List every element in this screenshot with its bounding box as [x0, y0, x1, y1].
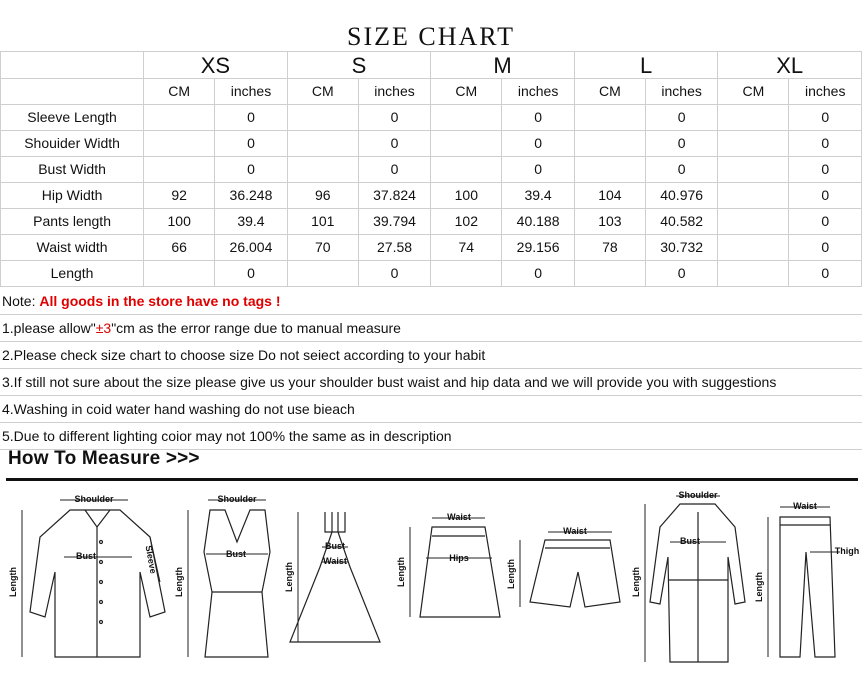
measure-row	[1, 157, 862, 183]
size-chart-table	[0, 51, 862, 287]
inch-value: 0	[358, 157, 430, 183]
waist-label-7: Waist	[793, 501, 817, 511]
length-label-2: Length	[174, 567, 184, 597]
inch-value: 29.156	[502, 235, 574, 261]
inch-value: 0	[358, 105, 430, 131]
measure-label: Waist width	[1, 235, 144, 261]
shorts-figure	[506, 526, 620, 607]
cm-value	[287, 261, 358, 287]
shoulder-label-2: Shoulder	[217, 494, 257, 504]
note-1-tolerance: ±3	[95, 320, 112, 336]
length-label-1: Length	[8, 567, 18, 597]
size-header: L	[574, 52, 718, 79]
sleeve-label: Sleeve	[143, 544, 159, 575]
inch-value: 0	[789, 235, 862, 261]
skirt-figure	[396, 512, 500, 617]
pants-figure	[754, 501, 859, 657]
unit-inches-header: inches	[645, 79, 717, 105]
measure-row	[1, 105, 862, 131]
measure-row	[1, 235, 862, 261]
inch-value: 0	[215, 105, 287, 131]
cm-value	[431, 261, 502, 287]
inch-value: 0	[789, 131, 862, 157]
cm-value	[431, 105, 502, 131]
size-header-row	[1, 52, 862, 79]
inch-value: 0	[789, 157, 862, 183]
measure-label: Hip Width	[1, 183, 144, 209]
bust-label-1: Bust	[76, 551, 96, 561]
cm-value	[718, 209, 789, 235]
cm-value	[718, 157, 789, 183]
waist-label-5: Waist	[563, 526, 587, 536]
note-3: 3.If still not sure about the size please give us your shoulder bust waist and hip data and we will provide you with suggestions	[0, 369, 862, 396]
length-label-5: Length	[506, 559, 516, 589]
inch-value: 39.4	[502, 183, 574, 209]
cm-value: 66	[144, 235, 215, 261]
inch-value: 0	[502, 105, 574, 131]
unit-cm-header: CM	[431, 79, 502, 105]
measure-label: Shouider Width	[1, 131, 144, 157]
unit-cm-header: CM	[718, 79, 789, 105]
notes-section	[0, 288, 862, 450]
inch-value: 0	[215, 157, 287, 183]
inch-value: 0	[789, 105, 862, 131]
bust-label-3: Bust	[325, 541, 345, 551]
corner-cell	[1, 52, 144, 79]
note-highlight: All goods in the store have no tags !	[39, 293, 281, 309]
inch-value: 26.004	[215, 235, 287, 261]
inch-value: 0	[502, 261, 574, 287]
length-label-3: Length	[284, 562, 294, 592]
unit-cm-header: CM	[144, 79, 215, 105]
cm-value	[574, 105, 645, 131]
size-header: XS	[144, 52, 288, 79]
chart-title: SIZE CHART	[347, 22, 515, 51]
inch-value: 0	[789, 209, 862, 235]
cm-value	[718, 235, 789, 261]
size-header: M	[431, 52, 575, 79]
cm-value: 100	[144, 209, 215, 235]
cm-value	[287, 157, 358, 183]
note-prefix: Note:	[2, 293, 40, 309]
inch-value: 0	[645, 157, 717, 183]
coat-figure	[631, 490, 745, 662]
heading-divider	[6, 478, 858, 481]
dress-figure	[284, 512, 380, 642]
unit-inches-header: inches	[215, 79, 287, 105]
waist-label-4: Waist	[447, 512, 471, 522]
note-1-text-c: "cm as the error range due to manual measure	[111, 320, 401, 336]
measure-label: Pants length	[1, 209, 144, 235]
cm-value	[144, 261, 215, 287]
shoulder-label-6: Shoulder	[678, 490, 718, 500]
inch-value: 0	[645, 131, 717, 157]
length-label-6: Length	[631, 567, 641, 597]
cm-value: 102	[431, 209, 502, 235]
measure-figures	[0, 482, 862, 670]
size-header: S	[287, 52, 431, 79]
unit-cm-header: CM	[287, 79, 358, 105]
shoulder-label-1: Shoulder	[74, 494, 114, 504]
cm-value: 100	[431, 183, 502, 209]
inch-value: 39.4	[215, 209, 287, 235]
note-1-text-a: 1.please allow"	[2, 320, 96, 336]
cm-value	[718, 105, 789, 131]
corner-cell	[1, 79, 144, 105]
thigh-label: Thigh	[834, 546, 860, 556]
hips-label-4: Hips	[449, 553, 469, 563]
cm-value	[287, 105, 358, 131]
bust-label-2: Bust	[226, 549, 246, 559]
measure-row	[1, 131, 862, 157]
measure-label: Bust Width	[1, 157, 144, 183]
cm-value	[287, 131, 358, 157]
how-to-measure-heading: How To Measure >>>	[8, 448, 200, 469]
unit-inches-header: inches	[789, 79, 862, 105]
inch-value: 36.248	[215, 183, 287, 209]
inch-value: 0	[789, 183, 862, 209]
size-header: XL	[718, 52, 862, 79]
length-label-4: Length	[396, 557, 406, 587]
cm-value: 103	[574, 209, 645, 235]
inch-value: 0	[645, 261, 717, 287]
cm-value: 104	[574, 183, 645, 209]
cm-value	[144, 105, 215, 131]
inch-value: 39.794	[358, 209, 430, 235]
cm-value: 92	[144, 183, 215, 209]
inch-value: 0	[215, 131, 287, 157]
inch-value: 0	[645, 105, 717, 131]
cm-value: 70	[287, 235, 358, 261]
cm-value	[718, 261, 789, 287]
inch-value: 37.824	[358, 183, 430, 209]
inch-value: 30.732	[645, 235, 717, 261]
tank-top-figure	[174, 494, 270, 657]
cm-value	[574, 261, 645, 287]
note-row	[0, 288, 862, 315]
cm-value	[574, 131, 645, 157]
inch-value: 40.188	[502, 209, 574, 235]
inch-value: 40.976	[645, 183, 717, 209]
inch-value: 0	[215, 261, 287, 287]
inch-value: 0	[358, 131, 430, 157]
cm-value: 78	[574, 235, 645, 261]
measure-row	[1, 183, 862, 209]
waist-label-3: Waist	[323, 556, 347, 566]
measure-label: Length	[1, 261, 144, 287]
note-5: 5.Due to different lighting coior may not 100% the same as in description	[0, 423, 862, 450]
cm-value	[718, 183, 789, 209]
bust-label-6: Bust	[680, 536, 700, 546]
measure-label: Sleeve Length	[1, 105, 144, 131]
note-2: 2.Please check size chart to choose size Do not seiect according to your habit	[0, 342, 862, 369]
inch-value: 0	[358, 261, 430, 287]
inch-value: 27.58	[358, 235, 430, 261]
inch-value: 0	[502, 157, 574, 183]
inch-value: 40.582	[645, 209, 717, 235]
inch-value: 0	[502, 131, 574, 157]
measure-row	[1, 261, 862, 287]
unit-cm-header: CM	[574, 79, 645, 105]
cm-value	[574, 157, 645, 183]
measure-row	[1, 209, 862, 235]
cm-value: 101	[287, 209, 358, 235]
cm-value	[431, 157, 502, 183]
note-1	[0, 315, 862, 342]
shirt-figure	[8, 494, 165, 657]
cm-value	[144, 131, 215, 157]
cm-value	[144, 157, 215, 183]
inch-value: 0	[789, 261, 862, 287]
cm-value: 74	[431, 235, 502, 261]
length-label-7: Length	[754, 572, 764, 602]
unit-inches-header: inches	[358, 79, 430, 105]
unit-inches-header: inches	[502, 79, 574, 105]
unit-header-row	[1, 79, 862, 105]
note-4: 4.Washing in coid water hand washing do not use bieach	[0, 396, 862, 423]
cm-value: 96	[287, 183, 358, 209]
cm-value	[718, 131, 789, 157]
cm-value	[431, 131, 502, 157]
